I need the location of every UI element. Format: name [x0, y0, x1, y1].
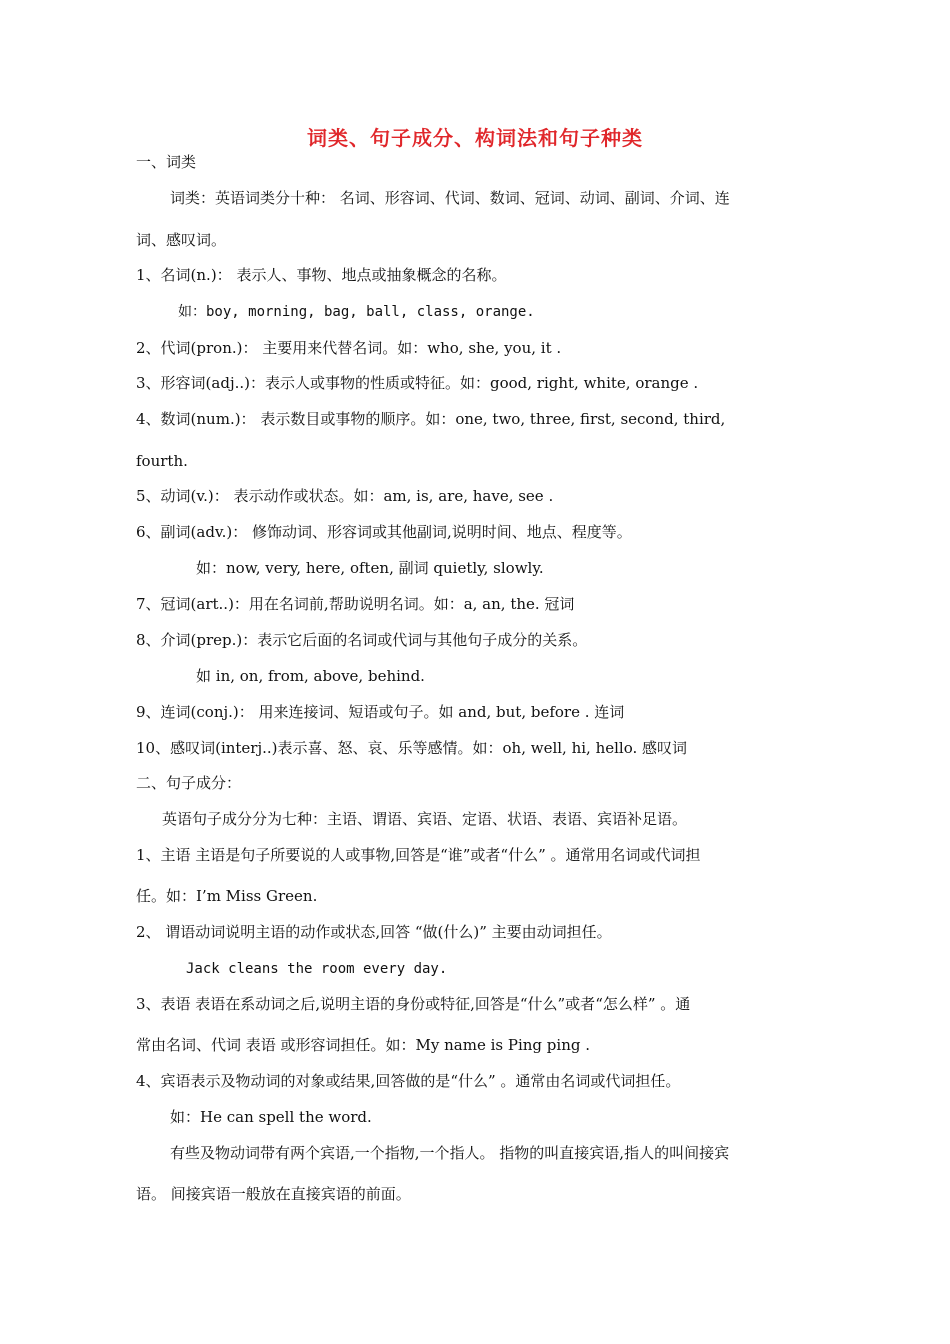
list-item-preposition: 8、介词(prep.)：表示它后面的名词或代词与其他句子成分的关系。	[136, 631, 588, 649]
paragraph-line: 词类：英语词类分十种： 名词、形容词、代词、数词、冠词、动词、副词、介词、连	[170, 189, 730, 207]
list-item-predicative: 3、表语 表语在系动词之后,说明主语的身份或特征,回答是“什么”或者“怎么样” 。通	[136, 995, 691, 1013]
list-item-adjective: 3、形容词(adj..)：表示人或事物的性质或特征。如：good, right, white, orange .	[136, 374, 699, 392]
list-item-article: 7、冠词(art..)：用在名词前,帮助说明名词。如：a, an, the. 冠词	[136, 595, 575, 613]
section-heading-word-classes: 一、词类	[136, 153, 197, 171]
example-line: 如：He can spell the word.	[170, 1108, 372, 1126]
example-line: Jack cleans the room every day.	[186, 961, 448, 977]
example-line: 如：now, very, here, often, 副词 quietly, slowly.	[196, 559, 544, 577]
list-item-predicate: 2、 谓语动词说明主语的动作或状态,回答 “做(什么)” 主要由动词担任。	[136, 923, 612, 941]
list-item-interjection: 10、感叹词(interj..)表示喜、怒、哀、乐等感情。如：oh, well, hi, hello. 感叹词	[136, 739, 688, 757]
list-item-object: 4、宾语表示及物动词的对象或结果,回答做的是“什么” 。通常由名词或代词担任。	[136, 1072, 681, 1090]
list-item-conjunction: 9、连词(conj.)： 用来连接词、短语或句子。如 and, but, before . 连词	[136, 703, 625, 721]
section-heading-sentence-components: 二、句子成分：	[136, 774, 242, 792]
document-title: 词类、句子成分、构词法和句子种类	[307, 126, 643, 150]
paragraph-line: 常由名词、代词 表语 或形容词担任。如：My name is Ping ping .	[136, 1036, 590, 1054]
paragraph-line: fourth.	[136, 452, 188, 470]
paragraph-line: 语。 间接宾语一般放在直接宾语的前面。	[136, 1185, 411, 1203]
list-item-pronoun: 2、代词(pron.)： 主要用来代替名词。如：who, she, you, it .	[136, 339, 562, 357]
paragraph-line: 有些及物动词带有两个宾语,一个指物,一个指人。 指物的叫直接宾语,指人的叫间接宾	[170, 1144, 730, 1162]
paragraph-line: 词、感叹词。	[136, 231, 227, 249]
list-item-numeral: 4、数词(num.)： 表示数目或事物的顺序。如：one, two, three, first, second, third,	[136, 410, 726, 428]
paragraph-line: 任。如：I’m Miss Green.	[136, 887, 318, 905]
list-item-noun: 1、名词(n.)： 表示人、事物、地点或抽象概念的名称。	[136, 266, 507, 284]
list-item-subject: 1、主语 主语是句子所要说的人或事物,回答是“谁”或者“什么” 。通常用名词或代词担	[136, 846, 701, 864]
list-item-adverb: 6、副词(adv.)： 修饰动词、形容词或其他副词,说明时间、地点、程度等。	[136, 523, 632, 541]
list-item-verb: 5、动词(v.)： 表示动作或状态。如：am, is, are, have, see .	[136, 487, 554, 505]
example-line: 如 in, on, from, above, behind.	[196, 667, 425, 685]
paragraph-line: 英语句子成分分为七种：主语、谓语、宾语、定语、状语、表语、宾语补足语。	[162, 810, 688, 828]
example-line: 如：boy, morning, bag, ball, class, orange.	[178, 304, 535, 320]
